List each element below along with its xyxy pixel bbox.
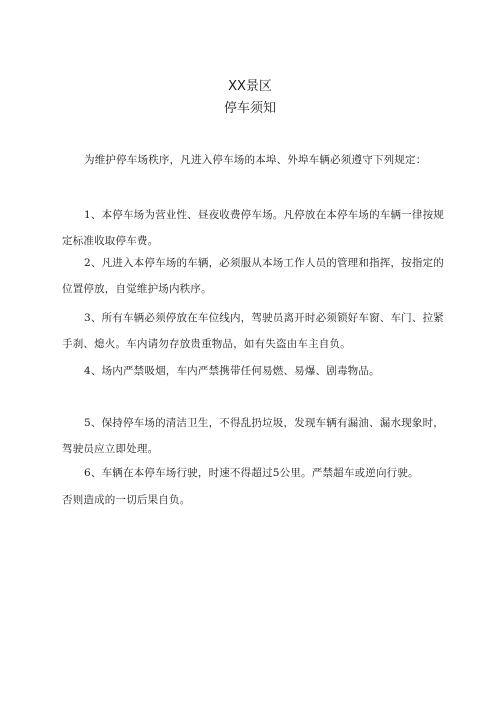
closing-statement: 否则造成的一切后果自负。 [62,494,191,506]
rule-item-3: 3、所有车辆必须停放在车位线内，驾驶员离开时必须锁好车窗、车门、拉紧手刹、熄火。车内请勿存放贵重物品，如有失盗由车主自负。 [62,312,444,350]
organization-title: XX景区 [228,79,272,94]
rule-item-4: 4、场内严禁吸烟，车内严禁携带任何易燃、易爆、剧毒物品。 [84,365,380,377]
rule-item-2: 2、凡进入本停车场的车辆，必须服从本场工作人员的管理和指挥，按指定的位置停放，自觉维护场内秩序。 [62,257,444,295]
page-title: 停车须知 [223,101,276,116]
rule-item-6: 6、车辆在本停车场行驶，时速不得超过5公里。严禁超车或逆向行驶。 [84,467,419,479]
rule-item-5: 5、保持停车场的清洁卫生，不得乱扔垃圾，发现车辆有漏油、漏水现象时，驾驶员应立即处理。 [62,417,444,455]
rule-item-1: 1、本停车场为营业性、昼夜收费停车场。凡停放在本停车场的车辆一律按规定标准收取停车费。 [62,209,444,247]
intro-paragraph: 为维护停车场秩序，凡进入停车场的本埠、外埠车辆必须遵守下列规定： [84,154,427,166]
